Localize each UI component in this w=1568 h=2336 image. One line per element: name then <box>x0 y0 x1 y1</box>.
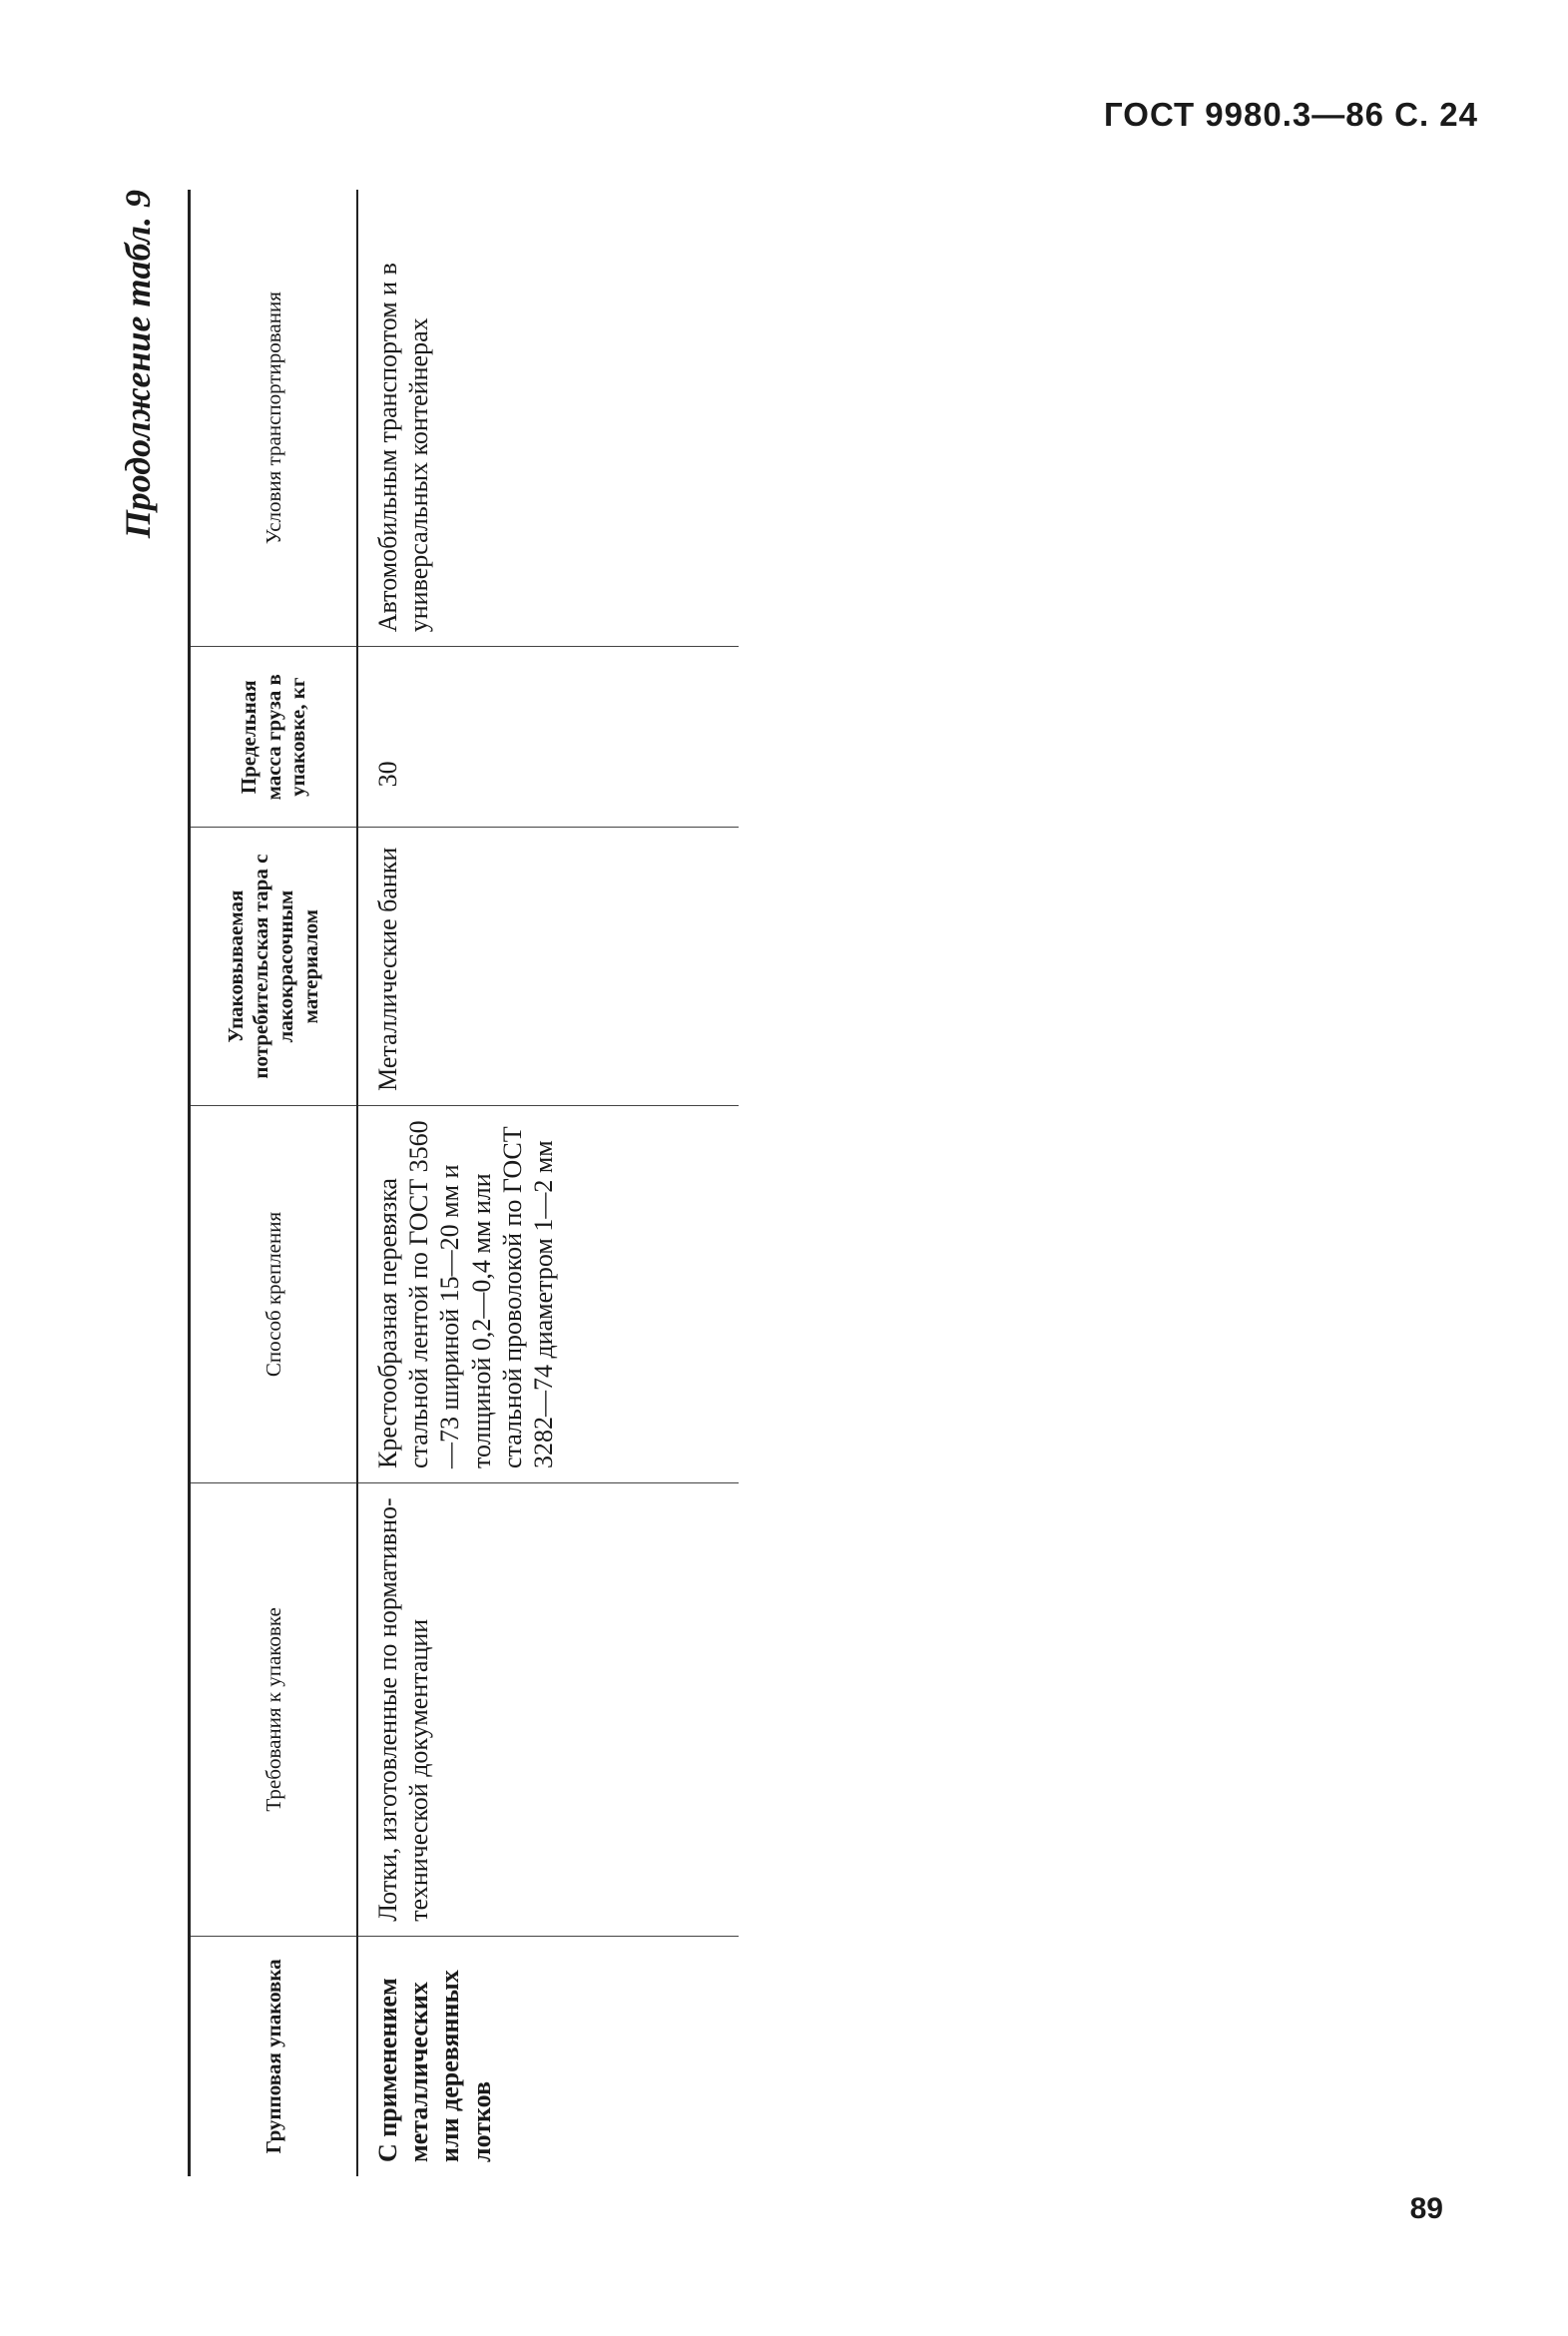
cell-transport: Автомобильным транспортом и в универсальных контейнерах <box>357 190 739 647</box>
cell-mass: 30 <box>357 647 739 828</box>
cell-fastening: Крестообразная перевязка стальной лентой по ГОСТ 3560—73 шириной 15—20 мм и толщиной 0,2—0,4 мм или стальной проволокой по ГОСТ 3282—74 диаметром 1—2 мм <box>357 1105 739 1482</box>
cell-group: С применением металлических или деревянных лотков <box>373 1970 496 2162</box>
column-header-requirements: Требования к упаковке <box>190 1483 358 1937</box>
column-header-transport: Условия транспортирования <box>190 190 358 647</box>
table-header-row <box>190 190 358 2176</box>
column-header-fastening: Способ крепления <box>190 1105 358 1482</box>
rotated-table-block <box>110 190 739 2176</box>
column-header-mass: Предельная масса груза в упаковке, кг <box>190 647 358 828</box>
cell-container: Металлические банки <box>357 828 739 1106</box>
column-header-group: Групповая упаковка <box>190 1936 358 2176</box>
page-number: 89 <box>1409 2192 1443 2225</box>
table-row <box>357 190 739 2176</box>
packaging-table <box>188 190 739 2176</box>
cell-requirements: Лотки, изготовленные по нормативно-технической документации <box>357 1483 739 1937</box>
table-caption: Продолжение табл. 9 <box>118 190 158 539</box>
column-header-container: Упаковываемая потребительская тара с лакокрасочным материалом <box>190 828 358 1106</box>
page-header: ГОСТ 9980.3—86 С. 24 <box>1104 96 1478 133</box>
